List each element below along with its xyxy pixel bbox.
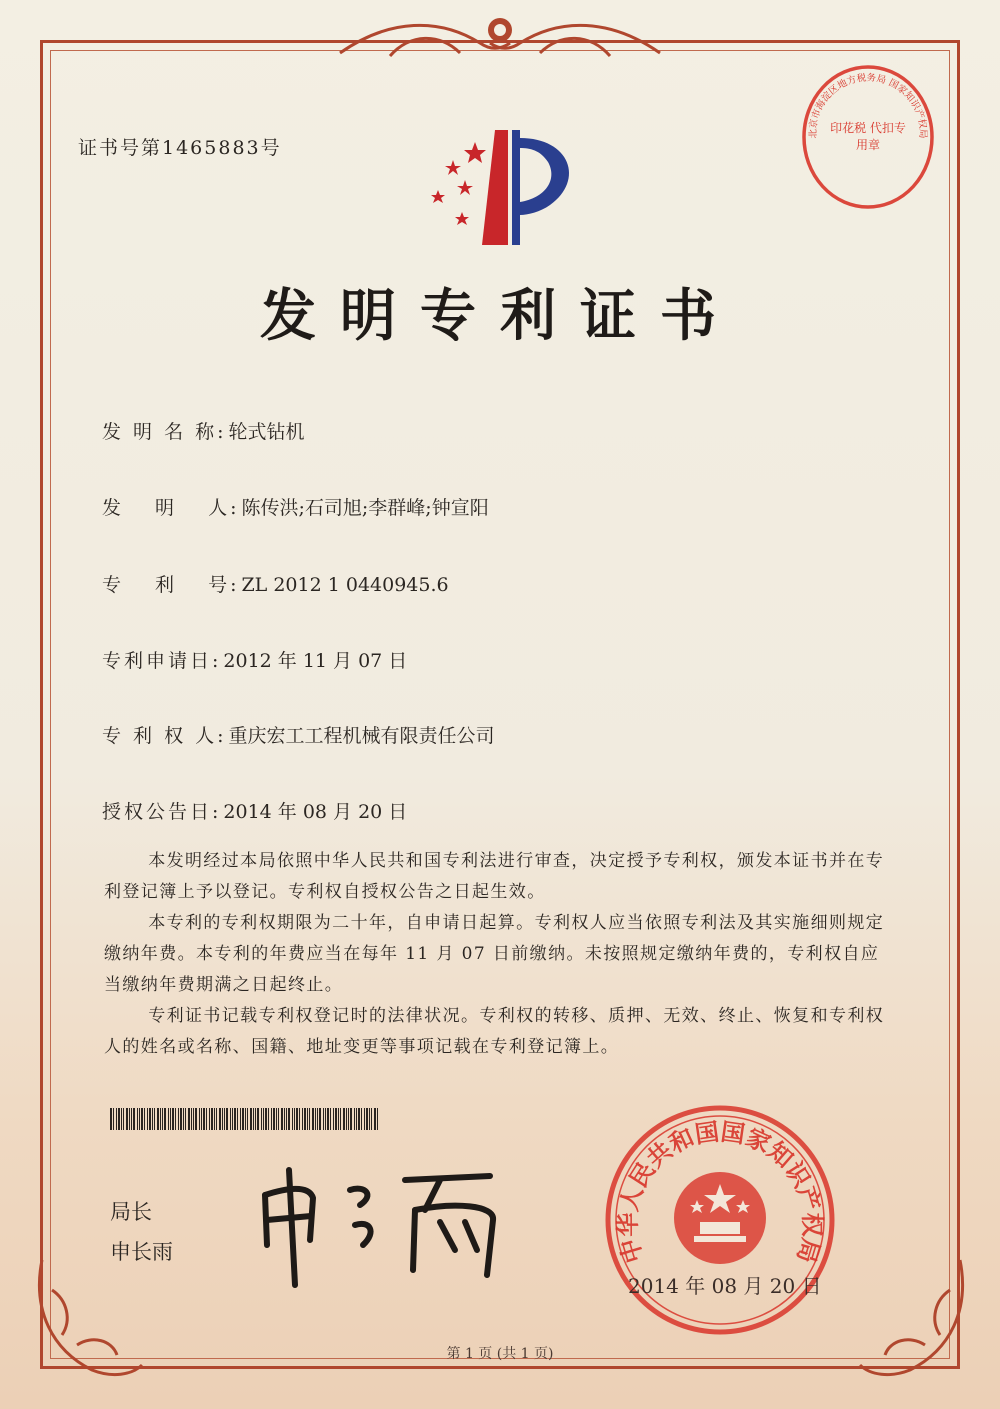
- barcode-bar: [263, 1108, 264, 1130]
- body-paragraph: 本专利的专利权期限为二十年，自申请日起算。专利权人应当依照专利法及其实施细则规定缴纳年费。本专利的年费应当在每年 11 月 07 日前缴纳。未按照规定缴纳年费的，专利权自应当缴纳年费期满之日起终止。: [104, 913, 885, 995]
- barcode-bar: [175, 1108, 176, 1130]
- field-patent-number: [102, 570, 449, 597]
- barcode-bar: [219, 1108, 221, 1130]
- barcode-bar: [183, 1108, 184, 1130]
- barcode-bar: [147, 1108, 148, 1130]
- barcode-bar: [211, 1108, 213, 1130]
- barcode-bar: [315, 1108, 316, 1130]
- field-invention-name: [102, 417, 305, 444]
- barcode-bar: [240, 1108, 241, 1130]
- barcode-bar: [377, 1108, 378, 1130]
- barcode-bar: [149, 1108, 151, 1130]
- barcode-bar: [292, 1108, 293, 1130]
- body-paragraph: 专利证书记载专利权登记时的法律状况。专利权的转移、质押、无效、终止、恢复和专利权人的姓名或名称、国籍、地址变更等事项记载在专利登记簿上。: [104, 1006, 885, 1057]
- barcode-bar: [234, 1108, 236, 1130]
- certificate-body: [104, 846, 894, 1063]
- field-inventors: [102, 493, 489, 520]
- barcode-bar: [131, 1108, 132, 1130]
- barcode-bar: [164, 1108, 166, 1130]
- barcode-bar: [325, 1108, 326, 1130]
- barcode-bar: [361, 1108, 362, 1130]
- barcode-bar: [286, 1108, 287, 1130]
- top-ornament: [330, 8, 670, 68]
- certificate-title: 发明专利证书: [260, 284, 740, 349]
- filing-date-label: 专利申请日:: [102, 650, 222, 672]
- barcode-bar: [281, 1108, 283, 1130]
- barcode-bar: [216, 1108, 217, 1130]
- field-filing-date: [102, 646, 407, 673]
- barcode-bar: [224, 1108, 225, 1130]
- field-patentee: [102, 721, 495, 748]
- seal-date: 2014 年 08 月 20 日: [628, 1274, 822, 1298]
- barcode: [110, 1108, 380, 1130]
- barcode-bar: [199, 1108, 200, 1130]
- barcode-bar: [271, 1108, 272, 1130]
- barcode-bar: [343, 1108, 345, 1130]
- barcode-bar: [144, 1108, 145, 1130]
- tax-stamp-center: 印花税 代扣专用章: [830, 121, 906, 152]
- barcode-bar: [346, 1108, 347, 1130]
- barcode-bar: [369, 1108, 370, 1130]
- barcode-bar: [312, 1108, 314, 1130]
- barcode-bar: [185, 1108, 186, 1130]
- filing-date-value: 2012 年 11 月 07 日: [223, 650, 408, 672]
- barcode-bar: [226, 1108, 228, 1130]
- barcode-bar: [123, 1108, 124, 1130]
- barcode-bar: [129, 1108, 130, 1130]
- barcode-bar: [116, 1108, 117, 1130]
- barcode-bar: [168, 1108, 169, 1130]
- director-name: 申长雨: [110, 1240, 173, 1264]
- director-title: 局长: [110, 1200, 152, 1224]
- barcode-bar: [364, 1108, 365, 1130]
- barcode-bar: [154, 1108, 155, 1130]
- director-block: [110, 1192, 173, 1272]
- barcode-bar: [284, 1108, 285, 1130]
- field-grant-date: [102, 797, 407, 824]
- barcode-bar: [299, 1108, 300, 1130]
- barcode-bar: [255, 1108, 256, 1130]
- barcode-bar: [265, 1108, 267, 1130]
- barcode-bar: [209, 1108, 210, 1130]
- patent-number-value: ZL 2012 1 0440945.6: [241, 574, 449, 596]
- barcode-bar: [126, 1108, 128, 1130]
- barcode-bar: [330, 1108, 331, 1130]
- grant-date-label: 授权公告日:: [102, 801, 222, 823]
- barcode-bar: [250, 1108, 252, 1130]
- barcode-bar: [294, 1108, 295, 1130]
- barcode-bar: [247, 1108, 248, 1130]
- barcode-bar: [137, 1108, 138, 1130]
- barcode-bar: [366, 1108, 368, 1130]
- patentee-label: 专 利 权 人:: [102, 725, 227, 747]
- barcode-bar: [133, 1108, 135, 1130]
- barcode-bar: [139, 1108, 140, 1130]
- barcode-bar: [323, 1108, 324, 1130]
- barcode-bar: [160, 1108, 161, 1130]
- certificate-number: 证书号第1465883号: [78, 137, 282, 159]
- barcode-bar: [203, 1108, 205, 1130]
- barcode-bar: [245, 1108, 246, 1130]
- patent-office-emblem: [420, 120, 590, 250]
- barcode-bar: [178, 1108, 179, 1130]
- barcode-bar: [340, 1108, 341, 1130]
- barcode-bar: [273, 1108, 275, 1130]
- barcode-bar: [358, 1108, 360, 1130]
- patentee-value: 重庆宏工工程机械有限责任公司: [228, 725, 495, 747]
- barcode-bar: [237, 1108, 238, 1130]
- barcode-bar: [141, 1108, 143, 1130]
- barcode-bar: [195, 1108, 197, 1130]
- barcode-bar: [214, 1108, 215, 1130]
- barcode-bar: [253, 1108, 254, 1130]
- inventors-value: 陈传洪;石司旭;李群峰;钟宣阳: [241, 497, 489, 519]
- barcode-bar: [296, 1108, 298, 1130]
- barcode-bar: [222, 1108, 223, 1130]
- body-paragraph: 本发明经过本局依照中华人民共和国专利法进行审查，决定授予专利权，颁发本证书并在专利登记簿上予以登记。专利权自授权公告之日起生效。: [104, 851, 885, 902]
- barcode-bar: [319, 1108, 321, 1130]
- barcode-bar: [180, 1108, 182, 1130]
- barcode-bar: [309, 1108, 310, 1130]
- grant-date-value: 2014 年 08 月 20 日: [223, 801, 408, 823]
- barcode-bar: [327, 1108, 329, 1130]
- barcode-bar: [261, 1108, 262, 1130]
- barcode-bar: [276, 1108, 277, 1130]
- barcode-bar: [338, 1108, 339, 1130]
- barcode-bar: [113, 1108, 114, 1130]
- barcode-bar: [242, 1108, 244, 1130]
- barcode-bar: [110, 1108, 112, 1130]
- seal-text-path: 中华人民共和国国家知识产权局: [613, 1117, 827, 1267]
- tax-stamp: [798, 62, 938, 212]
- page-number: 第 1 页 (共 1 页): [446, 1346, 554, 1362]
- barcode-bar: [232, 1108, 233, 1130]
- tax-stamp-text-path: 北京市海淀区地方税务局 国家知识产权局: [807, 72, 929, 139]
- patent-number-label: 专 利 号:: [102, 574, 240, 596]
- barcode-bar: [170, 1108, 171, 1130]
- barcode-bar: [348, 1108, 349, 1130]
- barcode-bar: [257, 1108, 259, 1130]
- office-seal: [600, 1100, 840, 1340]
- corner-ornament-bottom-right: [850, 1250, 980, 1390]
- barcode-bar: [371, 1108, 372, 1130]
- barcode-bar: [201, 1108, 202, 1130]
- barcode-bar: [374, 1108, 376, 1130]
- barcode-bar: [152, 1108, 153, 1130]
- barcode-bar: [278, 1108, 279, 1130]
- handwritten-signature: [255, 1150, 515, 1290]
- barcode-bar: [118, 1108, 120, 1130]
- barcode-bar: [307, 1108, 308, 1130]
- barcode-bar: [350, 1108, 352, 1130]
- barcode-bar: [268, 1108, 269, 1130]
- barcode-bar: [354, 1108, 355, 1130]
- barcode-bar: [191, 1108, 192, 1130]
- barcode-bar: [333, 1108, 334, 1130]
- barcode-bar: [302, 1108, 303, 1130]
- barcode-bar: [172, 1108, 174, 1130]
- barcode-bar: [356, 1108, 357, 1130]
- barcode-bar: [162, 1108, 163, 1130]
- barcode-bar: [304, 1108, 306, 1130]
- invention-name-label: 发 明 名 称:: [102, 421, 227, 443]
- barcode-bar: [317, 1108, 318, 1130]
- barcode-bar: [193, 1108, 194, 1130]
- inventors-label: 发 明 人:: [102, 497, 240, 519]
- barcode-bar: [335, 1108, 337, 1130]
- barcode-bar: [230, 1108, 231, 1130]
- barcode-bar: [206, 1108, 207, 1130]
- barcode-bar: [157, 1108, 159, 1130]
- barcode-bar: [288, 1108, 290, 1130]
- invention-name-value: 轮式钻机: [228, 421, 305, 443]
- barcode-bar: [121, 1108, 122, 1130]
- barcode-bar: [188, 1108, 190, 1130]
